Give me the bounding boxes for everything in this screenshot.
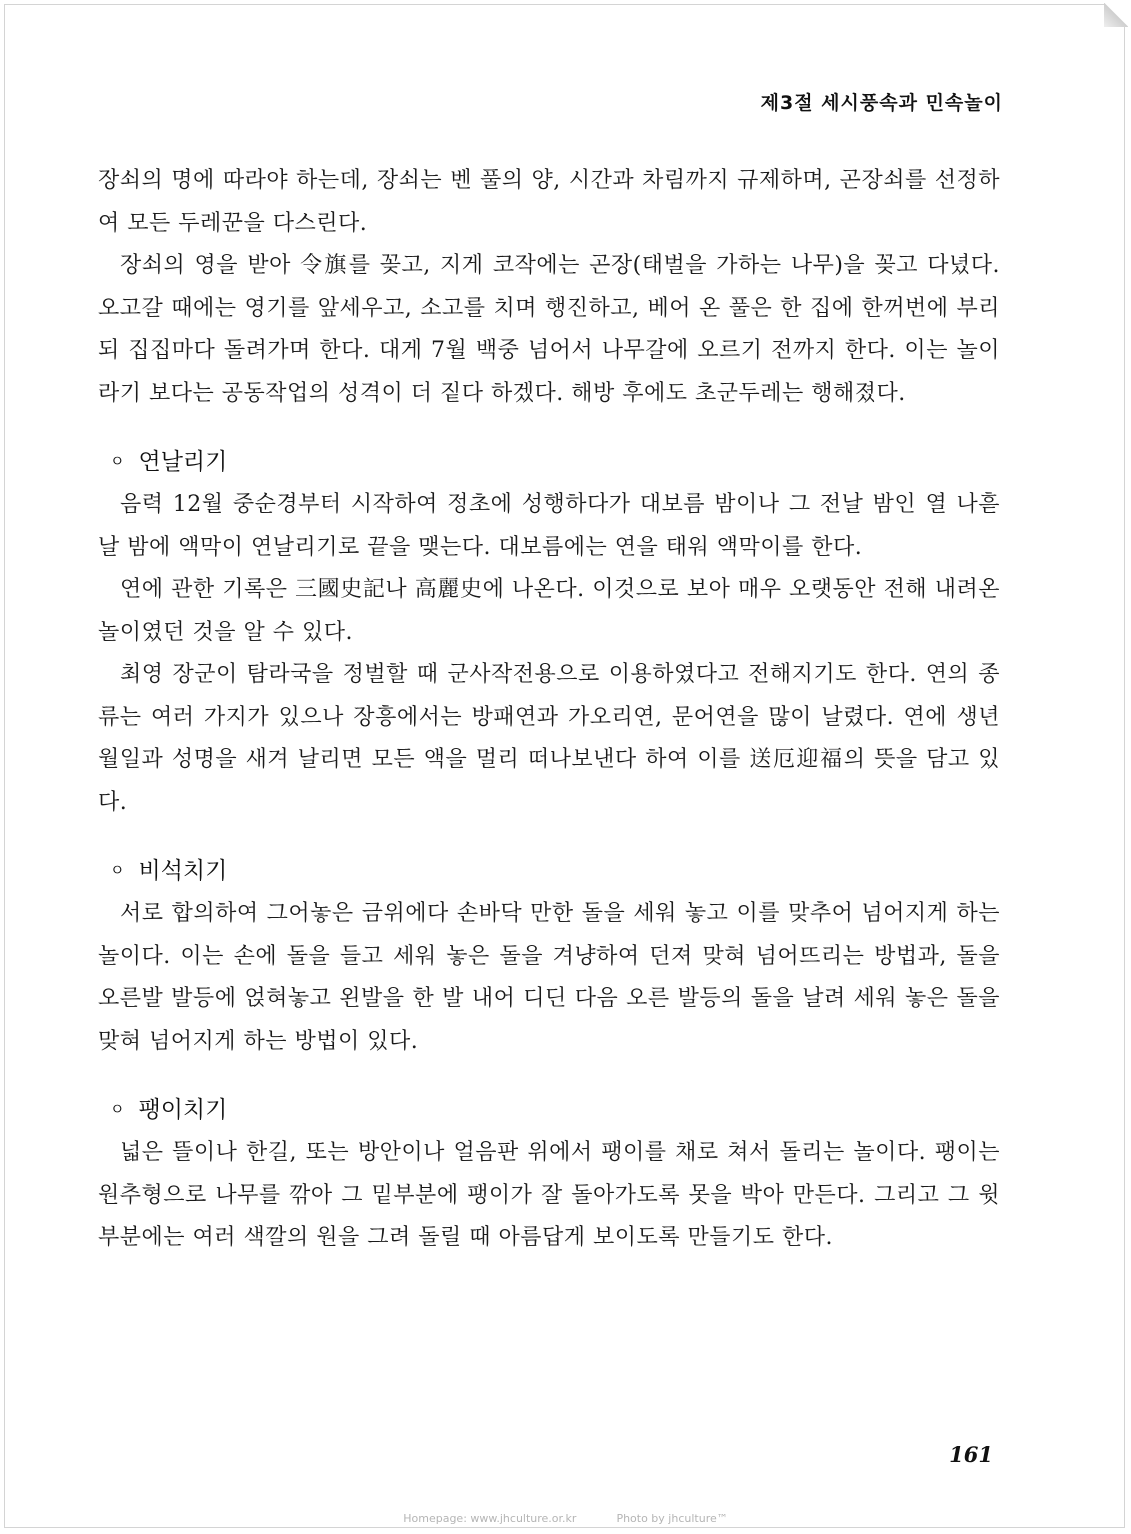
footer-photo-credit: Photo by jhculture™: [616, 1512, 728, 1525]
page-corner-fold: [1104, 3, 1128, 27]
paragraph: 서로 합의하여 그어놓은 금위에다 손바닥 만한 돌을 세워 놓고 이를 맞추어 넘어지게 하는 놀이다. 이는 손에 돌을 들고 세워 놓은 돌을 겨냥하여 던져 맞혀 넘어뜨리는 방법과, 돌을 오른발 발등에 얹혀놓고 왼발을 한 발 내어 디딘 다음 오른 발등의 돌을 날려 세워 놓은 돌을 맞혀 넘어지게 하는 방법이 있다.: [98, 901, 1000, 1054]
page-content: [98, 160, 1000, 1260]
footer: [0, 1512, 1131, 1525]
footer-homepage-link[interactable]: Homepage: www.jhculture.or.kr: [403, 1512, 577, 1525]
section-kite-flying: [98, 441, 1000, 824]
section-heading: [110, 441, 1000, 482]
paragraph: 연에 관한 기록은 三國史記나 高麗史에 나온다. 이것으로 보아 매우 오랫동안 전해 내려온 놀이였던 것을 알 수 있다.: [98, 577, 1000, 645]
section-heading: [110, 850, 1000, 891]
section-stone-toppling: [98, 850, 1000, 1063]
paragraph: 장쇠의 영을 받아 令旗를 꽂고, 지게 코작에는 곤장(태벌을 가하는 나무)을 꽂고 다녔다. 오고갈 때에는 영기를 앞세우고, 소고를 치며 행진하고, 베어 온 풀은 한 집에 한꺼번에 부리되 집집마다 돌려가며 한다. 대게 7월 백중 넘어서 나무갈에 오르기 전까지 한다. 이는 놀이라기 보다는 공동작업의 성격이 더 짙다 하겠다. 해방 후에도 초군두레는 행해졌다.: [98, 253, 1000, 406]
section-heading-text: 연날리기: [138, 449, 228, 475]
section-heading: [110, 1089, 1000, 1130]
bullet-circle-icon: ㅇ: [110, 452, 125, 470]
bullet-circle-icon: ㅇ: [110, 1100, 125, 1118]
section-top-spinning: [98, 1089, 1000, 1260]
paragraph: 음력 12월 중순경부터 시작하여 정초에 성행하다가 대보름 밤이나 그 전날 밤인 열 나흗날 밤에 액막이 연날리기로 끝을 맺는다. 대보름에는 연을 태워 액막이를 한다.: [98, 492, 1000, 560]
section-heading-text: 비석치기: [138, 858, 228, 884]
paragraph: 넓은 뜰이나 한길, 또는 방안이나 얼음판 위에서 팽이를 채로 쳐서 돌리는 놀이다. 팽이는 원추형으로 나무를 깎아 그 밑부분에 팽이가 잘 돌아가도록 못을 박아 만든다. 그리고 그 윗부분에는 여러 색깔의 원을 그려 돌릴 때 아름답게 보이도록 만들기도 한다.: [98, 1140, 1000, 1250]
paragraph: 최영 장군이 탐라국을 정벌할 때 군사작전용으로 이용하였다고 전해지기도 한다. 연의 종류는 여러 가지가 있으나 장흥에서는 방패연과 가오리연, 문어연을 많이 날렸다. 연에 생년월일과 성명을 새겨 날리면 모든 액을 멀리 떠나보낸다 하여 이를 送厄迎福의 뜻을 담고 있다.: [98, 662, 1000, 815]
bullet-circle-icon: ㅇ: [110, 861, 125, 879]
paragraph: 장쇠의 명에 따라야 하는데, 장쇠는 벤 풀의 양, 시간과 차림까지 규제하며, 곤장쇠를 선정하여 모든 두레꾼을 다스린다.: [98, 168, 1000, 236]
page-number: 161: [949, 1442, 993, 1467]
section-heading-text: 팽이치기: [138, 1097, 228, 1123]
running-header: 제3절 세시풍속과 민속놀이: [760, 92, 1003, 114]
